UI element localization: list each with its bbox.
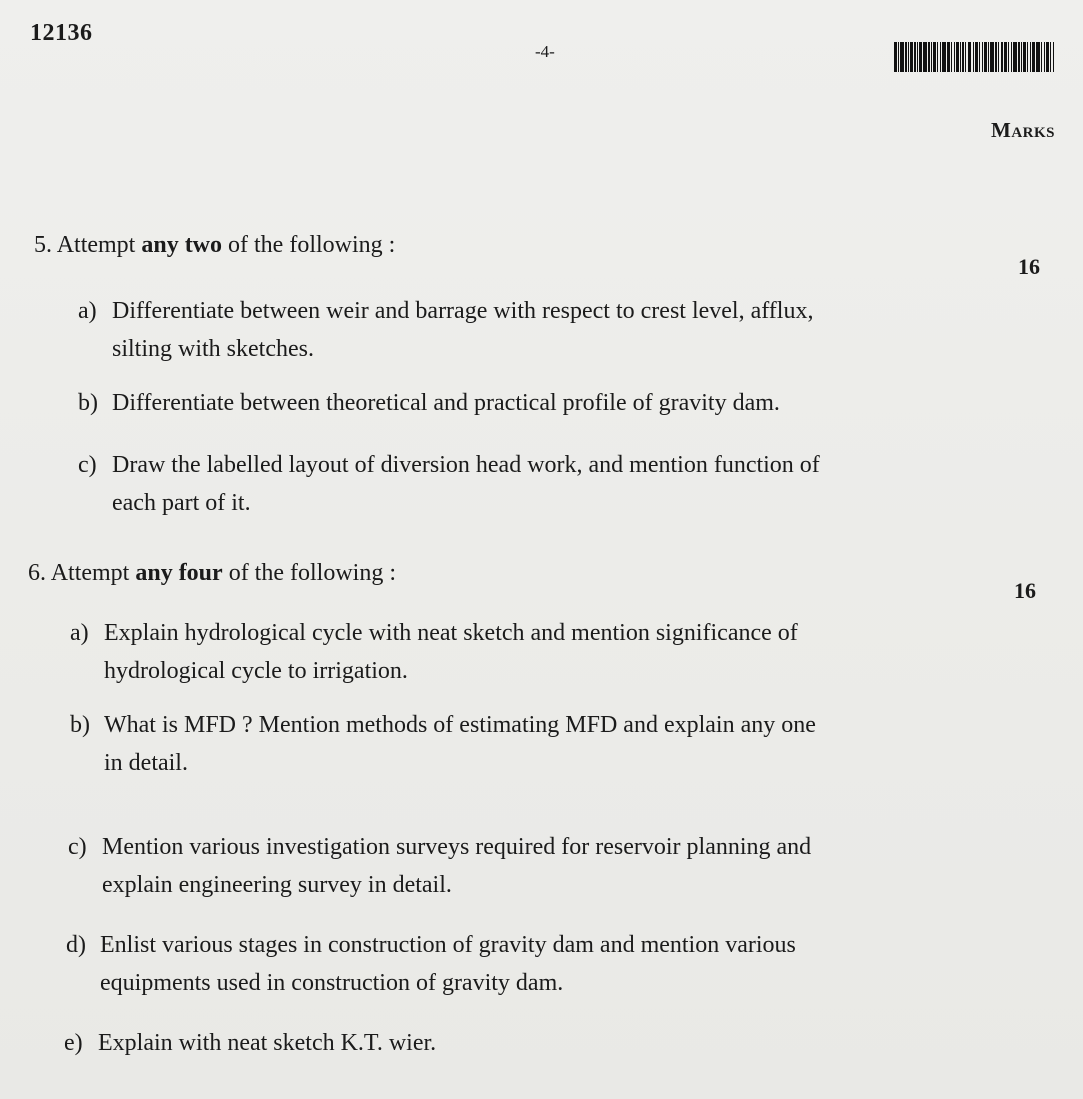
item-label: b): [78, 390, 98, 416]
barcode-bar: [908, 42, 909, 72]
q5-item-a: [78, 292, 813, 368]
question-text-before: Attempt: [50, 560, 130, 586]
item-text: What is MFD ? Mention methods of estimating MFD and explain any one: [104, 712, 816, 738]
barcode-bar: [923, 42, 927, 72]
barcode-bar: [1027, 42, 1028, 72]
barcode-bar: [1036, 42, 1040, 72]
barcode-bar: [1011, 42, 1012, 72]
barcode-bar: [1044, 42, 1045, 72]
barcode-bar: [910, 42, 913, 72]
q6-item-c: [68, 828, 811, 904]
marks-heading: Marks: [991, 118, 1055, 142]
item-text: Differentiate between theoretical and practical profile of gravity dam.: [112, 390, 780, 416]
q5-item-b: [78, 384, 780, 422]
question-text-after: of the following :: [228, 560, 396, 586]
question-number: 6.: [28, 560, 46, 586]
item-label: d): [66, 932, 86, 958]
question-5: [34, 230, 395, 260]
barcode-bar: [894, 42, 897, 72]
q6-item-b: [70, 706, 816, 782]
barcode-bar: [975, 42, 978, 72]
question-emphasis: any two: [141, 232, 223, 258]
barcode-bar: [979, 42, 980, 72]
barcode-bar: [942, 42, 946, 72]
item-text: hydrological cycle to irrigation.: [104, 658, 408, 684]
item-text: equipments used in construction of gravity dam.: [100, 970, 564, 996]
barcode-bar: [1050, 42, 1051, 72]
barcode-bar: [1053, 42, 1054, 72]
barcode-bar: [914, 42, 915, 72]
question-6: [28, 558, 396, 588]
item-text: Enlist various stages in construction of gravity dam and mention various: [100, 932, 796, 958]
item-text: each part of it.: [112, 490, 251, 516]
item-text: in detail.: [104, 750, 188, 776]
barcode-bar: [998, 42, 999, 72]
q5-item-c: [78, 446, 820, 522]
barcode-bar: [928, 42, 929, 72]
item-label: b): [70, 712, 90, 738]
item-text: Draw the labelled layout of diversion head work, and mention function of: [112, 452, 820, 478]
question-text-after: of the following :: [228, 232, 396, 258]
barcode-bar: [984, 42, 987, 72]
item-text: Mention various investigation surveys required for reservoir planning and: [102, 834, 812, 860]
barcode-bar: [973, 42, 974, 72]
barcode-bar: [940, 42, 941, 72]
barcode-bar: [931, 42, 932, 72]
barcode-bar: [951, 42, 952, 72]
barcode-bar: [1046, 42, 1049, 72]
paper-code: 12136: [30, 20, 93, 46]
barcode-bar: [962, 42, 963, 72]
item-label: c): [78, 452, 97, 478]
item-label: e): [64, 1030, 83, 1056]
barcode-bar: [988, 42, 989, 72]
item-text: explain engineering survey in detail.: [102, 872, 452, 898]
item-label: c): [68, 834, 87, 860]
question-text-before: Attempt: [56, 232, 136, 258]
barcode-bar: [1004, 42, 1007, 72]
barcode-bar: [1032, 42, 1035, 72]
barcode-bar: [905, 42, 906, 72]
barcode-bar: [1030, 42, 1031, 72]
barcode-bar: [919, 42, 922, 72]
barcode-bar: [1013, 42, 1017, 72]
barcode-bar: [990, 42, 994, 72]
item-text: Differentiate between weir and barrage with respect to crest level, afflux,: [112, 298, 814, 324]
question-6-marks: 16: [1014, 578, 1036, 603]
question-5-marks: 16: [1018, 254, 1040, 279]
item-text: Explain with neat sketch K.T. wier.: [98, 1030, 437, 1056]
barcode-bar: [1001, 42, 1004, 72]
item-label: a): [70, 620, 89, 646]
barcode: [894, 42, 1056, 72]
item-label: a): [78, 298, 97, 324]
item-text: Explain hydrological cycle with neat sketch and mention significance of: [104, 620, 798, 646]
q6-item-e: [64, 1024, 436, 1062]
barcode-bar: [954, 42, 955, 72]
q6-item-d: [66, 926, 796, 1002]
barcode-bar: [898, 42, 899, 72]
barcode-bar: [1008, 42, 1009, 72]
page-number: -4-: [535, 42, 555, 61]
barcode-bar: [1041, 42, 1042, 72]
barcode-bar: [995, 42, 996, 72]
question-number: 5.: [34, 232, 52, 258]
barcode-bar: [956, 42, 959, 72]
barcode-bar: [968, 42, 972, 72]
barcode-bar: [947, 42, 950, 72]
q6-item-a: [70, 614, 798, 690]
barcode-bar: [900, 42, 904, 72]
barcode-bar: [1023, 42, 1026, 72]
barcode-bar: [1018, 42, 1019, 72]
barcode-bar: [982, 42, 983, 72]
barcode-bar: [965, 42, 966, 72]
question-emphasis: any four: [135, 560, 223, 586]
barcode-bar: [937, 42, 938, 72]
barcode-bar: [917, 42, 918, 72]
barcode-bar: [960, 42, 961, 72]
barcode-bar: [1021, 42, 1022, 72]
item-text: silting with sketches.: [112, 336, 314, 362]
barcode-bar: [933, 42, 936, 72]
